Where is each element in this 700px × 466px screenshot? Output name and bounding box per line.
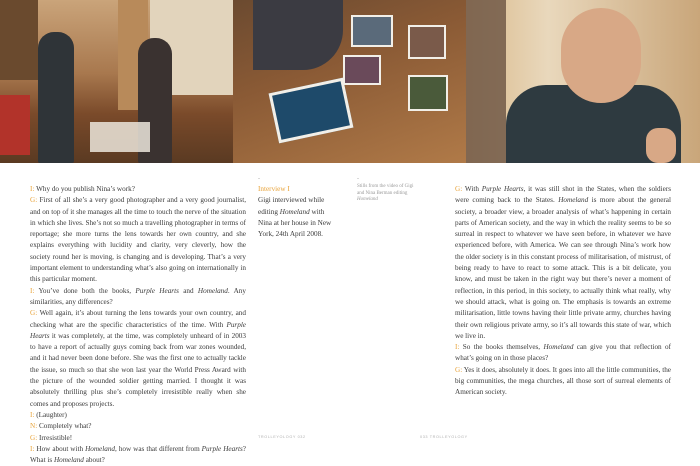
dialogue-text: Why do you publish Nina’s work? (36, 185, 135, 193)
photo-man-hand (646, 128, 676, 163)
dialogue-text: First of all she’s a very good photographer and a very good journalist, and on top of it she manages all the time to touch the nerve of the situation in which she lives. She’s not so much a travelling photographer in terms of reportage; she more turns the lens towards her own country, and she explains everything with lucidity and clarity, very cleverly, how the society round her is moving, is changing and is developing. That’s a very important element to understanding what’s also going on internationally in this particular moment. (30, 196, 247, 284)
photo-red-chair (0, 95, 30, 155)
speaker-label: G: (455, 185, 463, 193)
speaker-label: I: (455, 343, 460, 352)
intro-title: Interview I (258, 185, 290, 193)
interview-left-column (30, 184, 246, 466)
photo-prints-floor (90, 122, 150, 152)
dialogue-line (30, 286, 246, 309)
photo-person-left (38, 32, 74, 163)
dialogue-text: With Purple Hearts, it was still shot in the States, when the soldiers were coming back to the States. Homeland is more about the general society, a broader view, a broader analysis of what’s happening in certain parts of American society, and the way in which the reality seems to be so surreal in respect to whatever we have seen before, in whatever we have experienced before, with America. We can see through Nina’s work how the older society is in this constant process of militarisation, of mistrust, of being ready to have to react to some attack. This is a bit delicate, you know, and must be taken in the right way but there’s never a moment of reflection, in this period, in this society, to actually think what really, why we should attack, what is going on. The emphasis is towards an extreme militarisation, little towns having their little private army, churches having their own religious private army, so it’s all towards this state of war, which we live in. (455, 185, 672, 340)
interview-intro (258, 184, 338, 240)
photo-print-5 (343, 55, 381, 85)
photo-still-laughing (466, 0, 700, 163)
speaker-label: N: (30, 422, 38, 431)
dialogue-line (30, 433, 246, 444)
photo-still-prints (233, 0, 466, 163)
dialogue-line (30, 421, 246, 432)
dialogue-line (455, 342, 671, 365)
interview-right-column (455, 184, 671, 399)
intro-body: Gigi interviewed while editing Homeland with Nina at her house in New York, 24th April 2008. (258, 196, 332, 239)
caption-dash: - (357, 176, 359, 182)
speaker-label: I: (30, 286, 35, 295)
dialogue-line (30, 184, 246, 195)
photo-still-room (0, 0, 233, 163)
dialogue-line (30, 444, 246, 466)
photo-print-4 (408, 75, 448, 111)
dialogue-text: Completely what? (38, 422, 92, 431)
dialogue-line (30, 195, 246, 285)
dialogue-line (30, 410, 246, 421)
photo-print-1 (269, 78, 354, 144)
photo-bookshelf (0, 0, 38, 80)
photo-print-3 (408, 25, 446, 59)
dialogue-text: How about with Homeland, how was that different from Purple Hearts? What is Homeland about? (30, 444, 246, 465)
speaker-label: I: (30, 185, 35, 193)
dialogue-text: You’ve done both the books, Purple Hearts and Homeland. Any similarities, any differences? (30, 286, 246, 306)
video-stills-strip (0, 0, 700, 163)
photo-arm (253, 0, 343, 70)
dialogue-line (455, 365, 671, 399)
dialogue-text: Well again, it’s about turning the lens towards your own country, and checking what are the specific characteristics of the time. With Purple Hearts it was completely, at the time, was completely unheard of in 2003 to have a report of actually guys coming back from war zones wounded, and it had never been done before. She was the first one to actually tackle the issue, so much so that she won last year the World Press Award with the picture of the wounded soldier getting married. I thought it was absolutely thrilling plus she’s completely irresistible really when she comes and proposes projects. (30, 309, 246, 408)
speaker-label: G: (30, 433, 38, 442)
speaker-label: I: (30, 410, 35, 419)
photo-woman-blur (466, 0, 506, 163)
photo-print-2 (351, 15, 393, 47)
photo-caption: Stills from the video of Gigi and Nina Berman editing Homeland (357, 184, 414, 203)
speaker-label: G: (455, 365, 463, 374)
speaker-label: G: (30, 196, 38, 205)
dialogue-line (455, 184, 671, 342)
speaker-label: I: (30, 444, 35, 453)
folio-left: TROLLEYOLOGY 032 (258, 435, 306, 439)
dialogue-text: Yes it does, absolutely it does. It goes into all the little communities, the big communities, the mega churches, all those sort of surreal elements of American society. (455, 365, 671, 397)
speaker-label: G: (30, 309, 38, 318)
dialogue-line (30, 308, 246, 410)
photo-man-head (561, 8, 641, 103)
dialogue-text: So the books themselves, Homeland can give you that reflection of what’s going on in those places? (455, 343, 672, 363)
dialogue-text: Irresistible! (38, 433, 73, 442)
intro-dash: - (258, 176, 260, 182)
dialogue-text: (Laughter) (36, 410, 67, 419)
folio-right: 033 TROLLEYOLOGY (420, 435, 468, 439)
